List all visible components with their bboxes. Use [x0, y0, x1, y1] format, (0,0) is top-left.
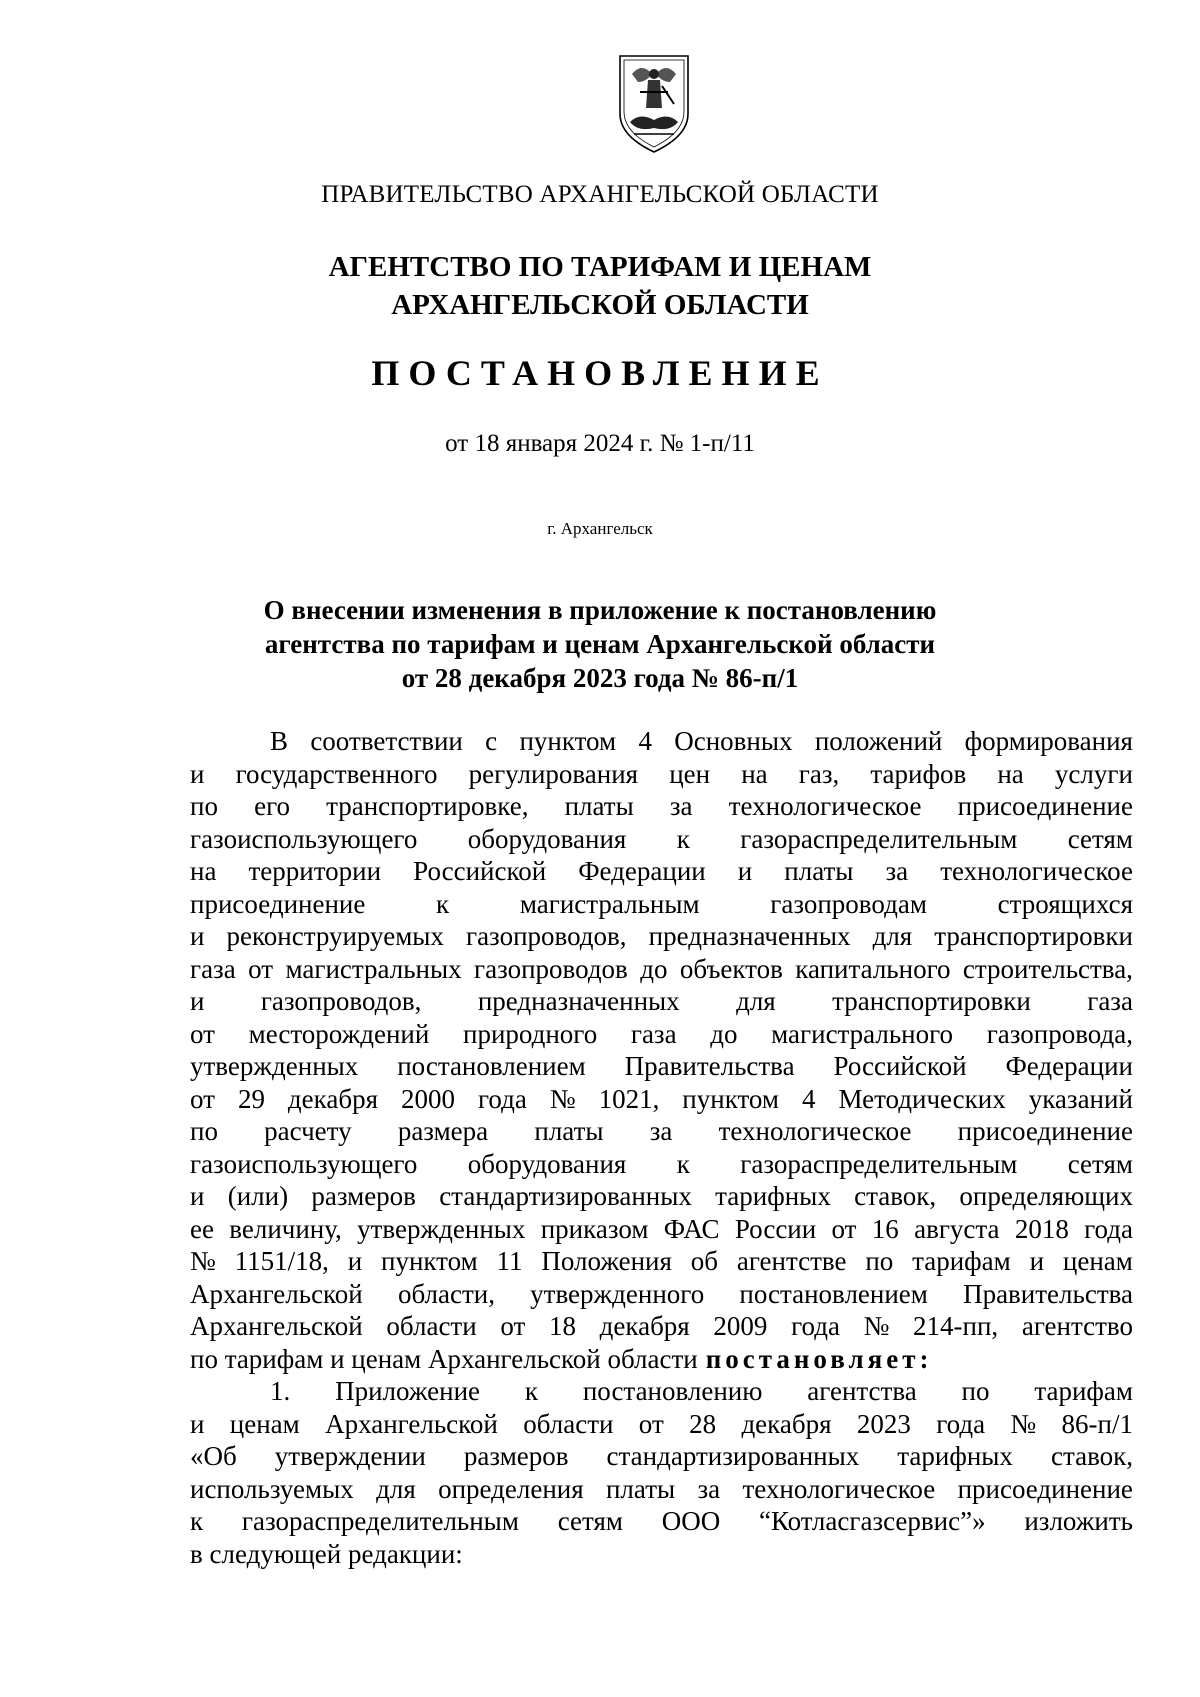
body-line: и ценам Архангельской области от 28 декабря 2023 года № 86-п/1 [190, 1408, 1133, 1439]
body-line: от 29 декабря 2000 года № 1021, пунктом 4 Методических указаний [190, 1083, 1133, 1114]
document-body [190, 725, 1133, 1570]
body-line: и (или) размеров стандартизированных тарифных ставок, определяющих [190, 1181, 1133, 1211]
body-line: в следующей редакции: [190, 1538, 463, 1569]
body-line: Архангельской области, утвержденного постановлением Правительства [190, 1278, 1133, 1309]
document-date-number: от 18 января 2024 г. № 1-п/11 [445, 430, 755, 457]
body-line: по расчету размера платы за технологическое присоединение [190, 1116, 1133, 1146]
body-line: и реконструируемых газопроводов, предназначенных для транспортировки [190, 921, 1133, 951]
body-line: утвержденных постановлением Правительства Российской Федерации [190, 1051, 1133, 1081]
coat-of-arms-emblem [616, 52, 692, 156]
agency-name-line1: АГЕНТСТВО ПО ТАРИФАМ И ЦЕНАМ [328, 251, 872, 283]
agency-name-line2: АРХАНГЕЛЬСКОЙ ОБЛАСТИ [391, 289, 809, 321]
body-closing-line [190, 1343, 1133, 1376]
body-line: присоединение к магистральным газопроводам строящихся [190, 888, 1133, 919]
document-type: ПОСТАНОВЛЕНИЕ [371, 353, 829, 393]
subject-line2: агентства по тарифам и ценам Архангельской области [264, 629, 936, 659]
body-line: и газопроводов, предназначенных для транспортировки газа [190, 986, 1133, 1016]
closing-text: по тарифам и ценам Архангельской области [190, 1343, 698, 1374]
body-line: к газораспределительным сетям ООО “Котласгазсервис”» изложить [190, 1506, 1133, 1536]
document-city: г. Архангельск [547, 519, 653, 538]
body-line: № 1151/18, и пунктом 11 Положения об агентстве по тарифам и ценам [190, 1246, 1133, 1276]
body-line: «Об утверждении размеров стандартизированных тарифных ставок, [190, 1441, 1133, 1471]
subject-line3: от 28 декабря 2023 года № 86-п/1 [401, 663, 799, 693]
item-1-paragraph [190, 1375, 1133, 1538]
body-line: Архангельской области от 18 декабря 2009 года № 214-пп, агентство [190, 1311, 1133, 1341]
subject-line1: О внесении изменения в приложение к постановлению [263, 595, 937, 625]
body-line: от месторождений природного газа до магистрального газопровода, [190, 1018, 1133, 1049]
document-subject [0, 593, 1200, 695]
preamble-paragraph [190, 725, 1133, 1343]
resolves-word: постановляет: [705, 1343, 933, 1374]
agency-name [0, 248, 1200, 324]
body-line: В соответствии с пунктом 4 Основных положений формирования [270, 726, 1133, 756]
body-line: ее величину, утвержденных приказом ФАС России от 16 августа 2018 года [190, 1213, 1133, 1244]
government-name: ПРАВИТЕЛЬСТВО АРХАНГЕЛЬСКОЙ ОБЛАСТИ [321, 181, 879, 208]
body-line: и государственного регулирования цен на газ, тарифов на услуги [190, 758, 1133, 789]
body-line: газоиспользующего оборудования к газораспределительным сетям [190, 1148, 1133, 1179]
body-line: на территории Российской Федерации и платы за технологическое [190, 856, 1133, 886]
body-line: газоиспользующего оборудования к газораспределительным сетям [190, 823, 1133, 854]
body-line: 1. Приложение к постановлению агентства по тарифам [270, 1376, 1133, 1406]
body-line: газа от магистральных газопроводов до объектов капитального строительства, [190, 953, 1133, 984]
body-line: по его транспортировке, платы за технологическое присоединение [190, 791, 1133, 821]
body-line: используемых для определения платы за технологическое присоединение [190, 1473, 1133, 1504]
